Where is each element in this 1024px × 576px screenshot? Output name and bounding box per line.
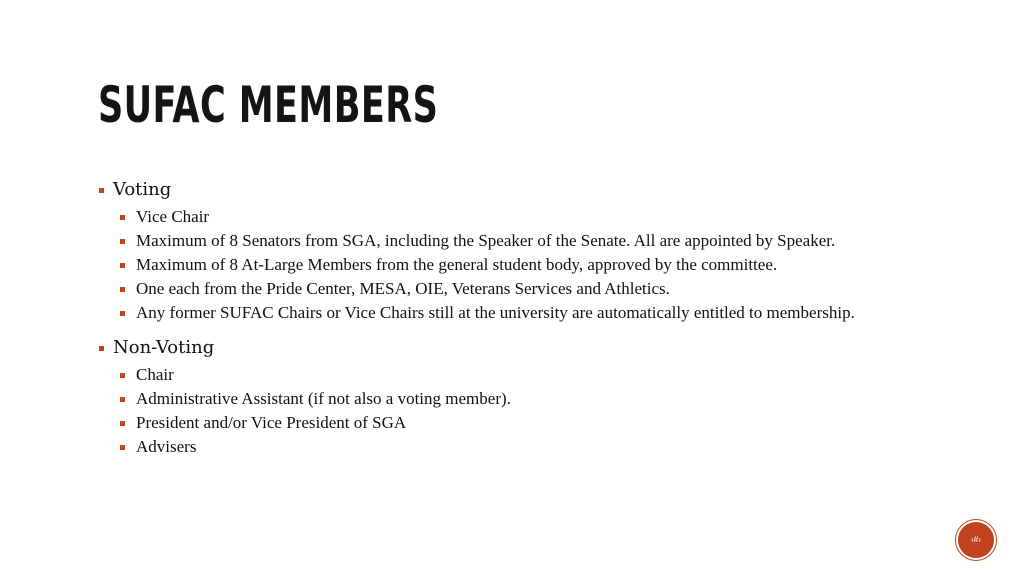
list-item-text: Advisers [136, 437, 197, 456]
square-bullet-icon [120, 421, 125, 426]
non-voting-label: Non-Voting [113, 337, 215, 358]
list-item [98, 304, 938, 322]
list-item-text: Administrative Assistant (if not also a voting member). [136, 389, 511, 408]
list-item [98, 414, 938, 432]
square-bullet-icon [120, 397, 125, 402]
square-bullet-icon [120, 215, 125, 220]
bullet-content [98, 178, 938, 470]
list-item [98, 438, 938, 456]
list-item [98, 366, 938, 384]
list-item-text: Vice Chair [136, 207, 210, 226]
section-heading [98, 336, 938, 360]
square-bullet-icon [120, 445, 125, 450]
slide-number-badge: ‹#› [956, 520, 996, 560]
square-bullet-icon [99, 346, 104, 351]
list-item-text: President and/or Vice President of SGA [136, 413, 407, 432]
voting-label: Voting [113, 179, 172, 200]
square-bullet-icon [120, 263, 125, 268]
list-item-text: Maximum of 8 At-Large Members from the general student body, approved by the committee. [136, 255, 778, 274]
non-voting-section [98, 336, 938, 456]
section-heading [98, 178, 938, 202]
list-item-text: Chair [136, 365, 174, 384]
square-bullet-icon [120, 373, 125, 378]
list-item [98, 256, 938, 274]
list-item [98, 232, 938, 250]
square-bullet-icon [120, 311, 125, 316]
list-item-text: Maximum of 8 Senators from SGA, including the Speaker of the Senate. All are appointed by Speaker. [136, 231, 836, 250]
list-item [98, 208, 938, 226]
square-bullet-icon [120, 239, 125, 244]
list-item-text: One each from the Pride Center, MESA, OIE, Veterans Services and Athletics. [136, 279, 670, 298]
square-bullet-icon [120, 287, 125, 292]
list-item [98, 390, 938, 408]
voting-section [98, 178, 938, 322]
list-item [98, 280, 938, 298]
list-item-text: Any former SUFAC Chairs or Vice Chairs still at the university are automatically entitled to membership. [136, 303, 855, 322]
square-bullet-icon [99, 188, 104, 193]
slide-title: SUFAC MEMBERS [98, 76, 439, 134]
